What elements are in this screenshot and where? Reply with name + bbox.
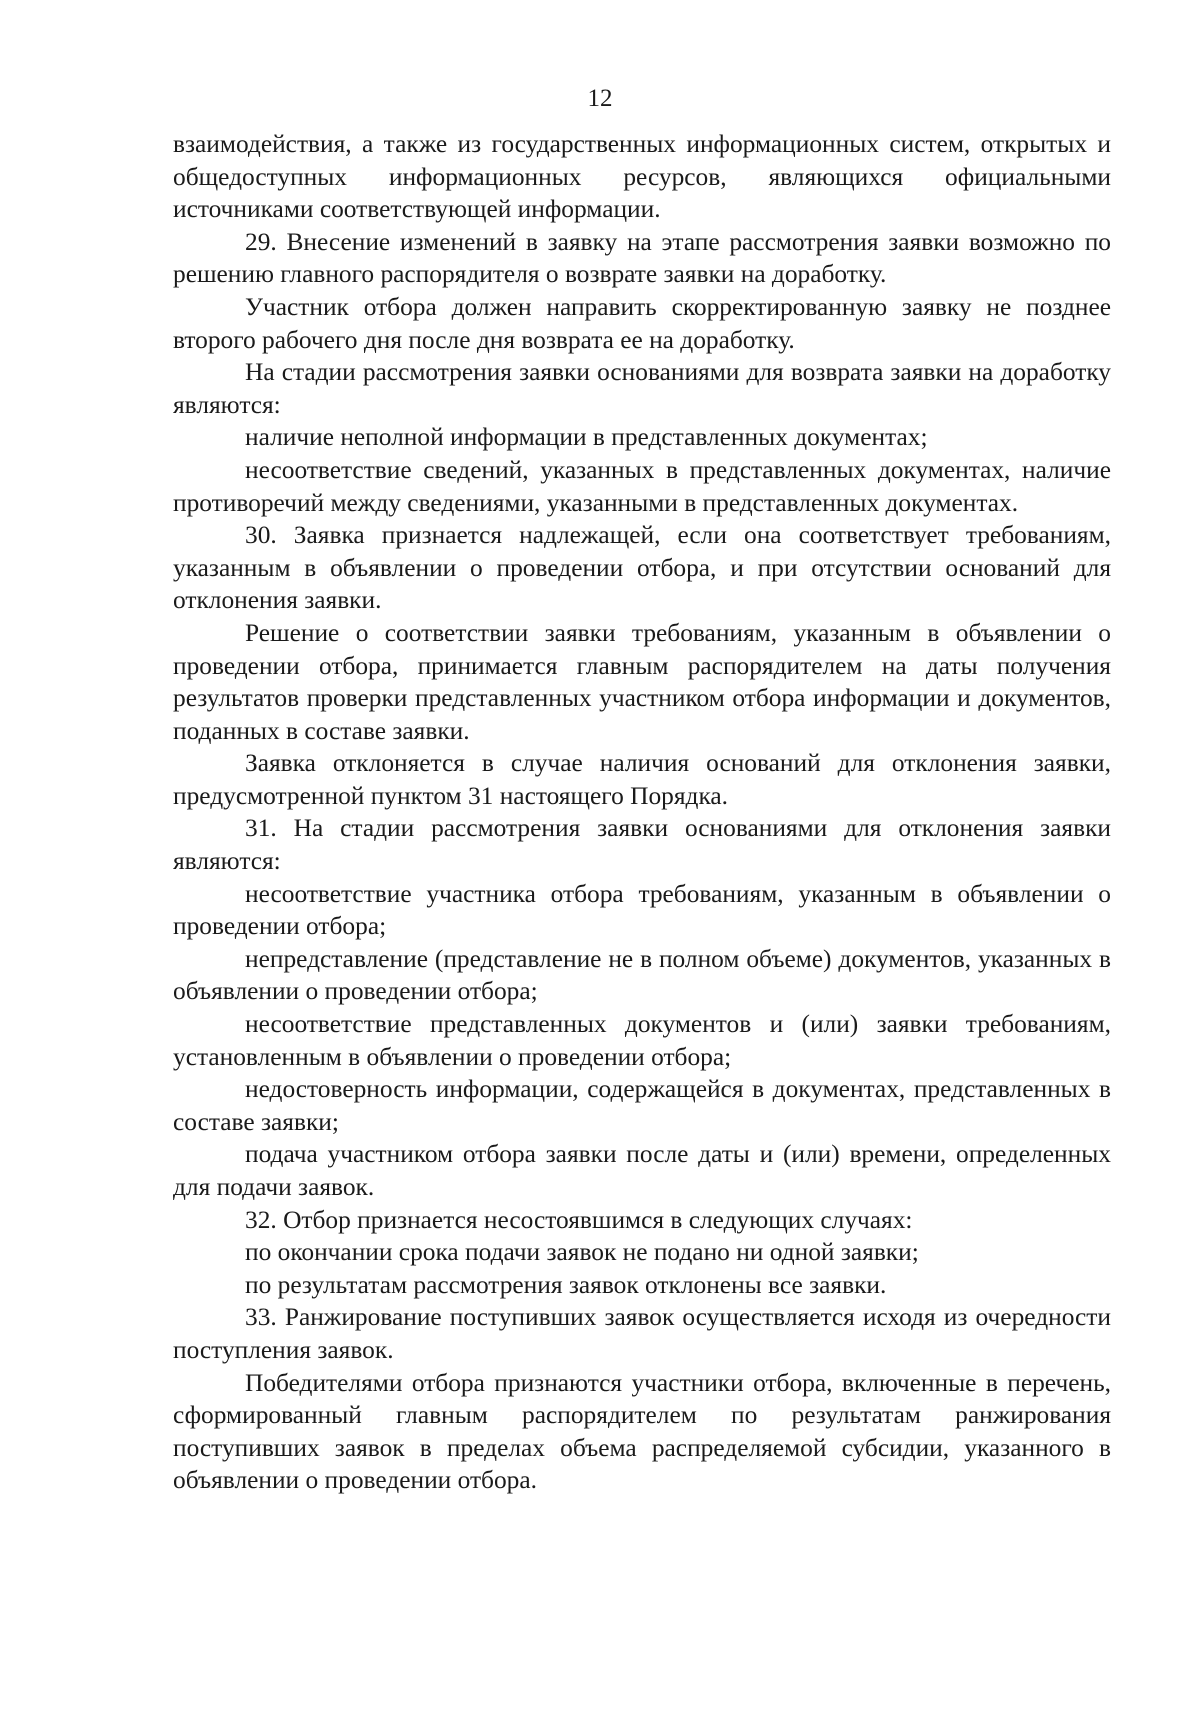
document-body [173, 128, 1111, 1497]
paragraph-item-32: 32. Отбор признается несостоявшимся в следующих случаях: [245, 1205, 913, 1234]
paragraph-resubmission-deadline: Участник отбора должен направить скорректированную заявку не позднее второго рабочего дня после дня возврата ее на доработку. [173, 292, 1111, 354]
paragraph-winners: Победителями отбора признаются участники отбора, включенные в перечень, сформированный главным распорядителем по результатам ранжирования поступивших заявок в пределах объема распределяемой субсидии, указанного в объявлении о проведении отбора. [173, 1368, 1111, 1495]
paragraph-return-ground-incomplete: наличие неполной информации в представленных документах; [245, 423, 928, 452]
paragraph-item-33: 33. Ранжирование поступивших заявок осуществляется исходя из очередности поступления заявок. [173, 1303, 1111, 1364]
paragraph-reject-ground-missing-docs: непредставление (представление не в полном объеме) документов, указанных в объявлении о проведении отбора; [173, 944, 1111, 1006]
paragraph-item-30: 30. Заявка признается надлежащей, если она соответствует требованиям, указанным в объявлении о проведении отбора, и при отсутствии оснований для отклонения заявки. [173, 521, 1111, 615]
paragraph-item-29: 29. Внесение изменений в заявку на этапе рассмотрения заявки возможно по решению главного распорядителя о возврате заявки на доработку. [173, 227, 1111, 289]
paragraph-reject-ground-participant: несоответствие участника отбора требованиям, указанным в объявлении о проведении отбора; [173, 879, 1111, 941]
paragraph-reject-ground-false-info: недостоверность информации, содержащейся в документах, представленных в составе заявки; [173, 1075, 1111, 1136]
paragraph-item-31: 31. На стадии рассмотрения заявки основаниями для отклонения заявки являются: [173, 814, 1111, 876]
paragraph-compliance-decision: Решение о соответствии заявки требованиям, указанным в объявлении о проведении отбора, принимается главным распорядителем на даты получения результатов проверки представленных участником отбора информации и документов, поданных в составе заявки. [173, 618, 1111, 745]
page-number: 12 [587, 85, 613, 112]
paragraph-reject-ground-late: подача участником отбора заявки после даты и (или) времени, определенных для подачи заявок. [173, 1140, 1111, 1201]
paragraph-failed-case-none-submitted: по окончании срока подачи заявок не подано ни одной заявки; [245, 1238, 919, 1267]
paragraph-reject-ground-noncompliant-docs: несоответствие представленных документов и (или) заявки требованиям, установленным в объявлении о проведении отбора; [173, 1010, 1111, 1071]
paragraph-rejection-rule: Заявка отклоняется в случае наличия оснований для отклонения заявки, предусмотренной пунктом 31 настоящего Порядка. [173, 749, 1111, 810]
paragraph-return-grounds-intro: На стадии рассмотрения заявки основаниями для возврата заявки на доработку являются: [173, 358, 1111, 419]
paragraph-failed-case-all-rejected: по результатам рассмотрения заявок отклонены все заявки. [245, 1270, 887, 1299]
paragraph-return-ground-mismatch: несоответствие сведений, указанных в представленных документах, наличие противоречий между сведениями, указанными в представленных документах. [173, 455, 1111, 517]
paragraph-continuation: взаимодействия, а также из государственных информационных систем, открытых и общедоступных информационных ресурсов, являющихся официальными источниками соответствующей информации. [173, 130, 1111, 224]
